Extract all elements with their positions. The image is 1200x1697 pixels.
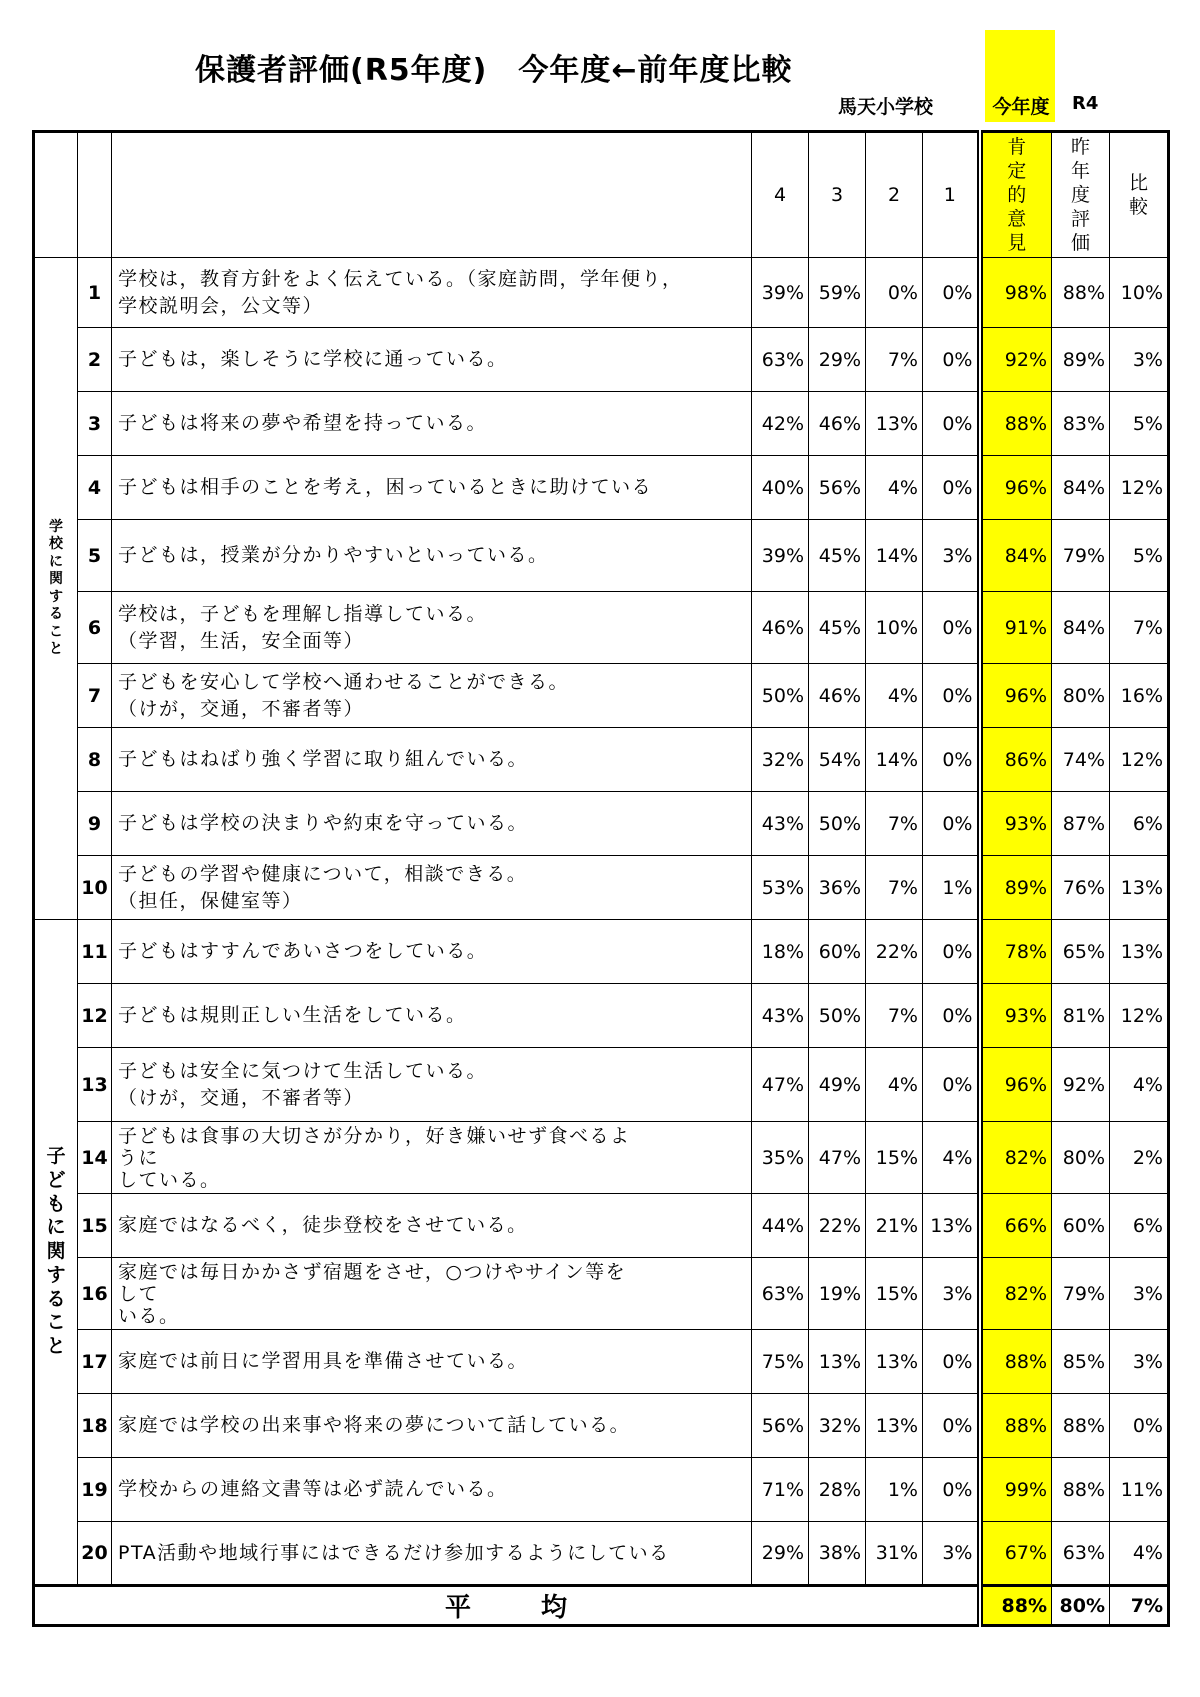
question-line: 家庭ではなるべく，徒歩登校をさせている。 [118, 1214, 528, 1236]
average-prev: 80% [1052, 1586, 1110, 1626]
score-v1: 0% [923, 1458, 980, 1522]
question-number: 17 [78, 1330, 112, 1394]
prev-rate: 76% [1052, 856, 1110, 920]
positive-rate: 88% [980, 392, 1052, 456]
positive-rate: 91% [980, 592, 1052, 664]
compare-rate: 12% [1110, 728, 1169, 792]
question-line: 子どもを安心して学校へ通わせることができる。 [118, 670, 570, 693]
compare-rate: 10% [1110, 258, 1169, 328]
prev-rate: 65% [1052, 920, 1110, 984]
score-v2: 21% [866, 1194, 923, 1258]
question-line: 子どもは，授業が分かりやすいといっている。 [118, 544, 549, 566]
compare-rate: 3% [1110, 1330, 1169, 1394]
table-row [34, 1258, 1169, 1330]
score-v3: 36% [809, 856, 866, 920]
score-v3: 50% [809, 792, 866, 856]
header-prev: 昨年度評価 [1052, 132, 1110, 258]
question-line: して [118, 1282, 160, 1305]
prev-rate: 80% [1052, 664, 1110, 728]
question-text [112, 984, 752, 1048]
average-row [34, 1586, 1169, 1626]
question-line: 子どもは学校の決まりや約束を守っている。 [118, 812, 529, 834]
question-line: 子どもは将来の夢や希望を持っている。 [118, 412, 488, 434]
score-v3: 56% [809, 456, 866, 520]
header-score-3: 3 [809, 132, 866, 258]
score-v3: 38% [809, 1522, 866, 1586]
score-v4: 40% [752, 456, 809, 520]
question-line: 子どもは食事の大切さが分かり，好き嫌いせず食べるよ [118, 1124, 631, 1147]
prev-rate: 88% [1052, 1394, 1110, 1458]
question-number: 5 [78, 520, 112, 592]
prev-rate: 88% [1052, 1458, 1110, 1522]
score-v4: 39% [752, 520, 809, 592]
this-year-label: 今年度 [992, 96, 1050, 118]
positive-rate: 99% [980, 1458, 1052, 1522]
score-v3: 13% [809, 1330, 866, 1394]
question-text [112, 520, 752, 592]
page-title: 保護者評価(R5年度) 今年度←前年度比較 [195, 53, 793, 88]
question-line: 子どもは相手のことを考え，困っているときに助けている [118, 476, 653, 498]
score-v2: 4% [866, 664, 923, 728]
score-v3: 32% [809, 1394, 866, 1458]
question-line: 学校は，子どもを理解し指導している。 [118, 602, 488, 625]
question-line: 学校からの連絡文書等は必ず読んでいる。 [118, 1478, 508, 1500]
positive-rate: 93% [980, 984, 1052, 1048]
score-v4: 39% [752, 258, 809, 328]
compare-rate: 5% [1110, 392, 1169, 456]
compare-rate: 0% [1110, 1394, 1169, 1458]
question-text [112, 1522, 752, 1586]
question-text [112, 1458, 752, 1522]
score-v2: 22% [866, 920, 923, 984]
score-v1: 0% [923, 984, 980, 1048]
prev-rate: 92% [1052, 1048, 1110, 1122]
compare-rate: 12% [1110, 456, 1169, 520]
question-text [112, 1394, 752, 1458]
compare-rate: 11% [1110, 1458, 1169, 1522]
question-number: 15 [78, 1194, 112, 1258]
score-v4: 18% [752, 920, 809, 984]
question-line: 子どもは規則正しい生活をしている。 [118, 1004, 467, 1026]
score-v4: 47% [752, 1048, 809, 1122]
compare-rate: 13% [1110, 920, 1169, 984]
positive-rate: 96% [980, 664, 1052, 728]
positive-rate: 82% [980, 1122, 1052, 1194]
positive-rate: 88% [980, 1330, 1052, 1394]
compare-rate: 4% [1110, 1048, 1169, 1122]
score-v3: 47% [809, 1122, 866, 1194]
score-v4: 63% [752, 1258, 809, 1330]
positive-rate: 82% [980, 1258, 1052, 1330]
compare-rate: 3% [1110, 1258, 1169, 1330]
table-row [34, 920, 1169, 984]
score-v1: 13% [923, 1194, 980, 1258]
table-row [34, 1394, 1169, 1458]
question-line: 家庭では学校の出来事や将来の夢について話している。 [118, 1414, 631, 1436]
score-v4: 43% [752, 792, 809, 856]
score-v1: 0% [923, 328, 980, 392]
question-text [112, 1194, 752, 1258]
table-row [34, 258, 1169, 328]
prev-rate: 81% [1052, 984, 1110, 1048]
score-v3: 45% [809, 592, 866, 664]
score-v3: 45% [809, 520, 866, 592]
score-v3: 46% [809, 664, 866, 728]
question-text [112, 728, 752, 792]
question-text [112, 1048, 752, 1122]
header-blank-question [112, 132, 752, 258]
prev-rate: 88% [1052, 258, 1110, 328]
compare-rate: 7% [1110, 592, 1169, 664]
score-v2: 1% [866, 1458, 923, 1522]
score-v2: 14% [866, 520, 923, 592]
question-number: 8 [78, 728, 112, 792]
score-v3: 49% [809, 1048, 866, 1122]
question-number: 1 [78, 258, 112, 328]
compare-rate: 6% [1110, 1194, 1169, 1258]
positive-rate: 66% [980, 1194, 1052, 1258]
question-line: 学校説明会，公文等） [118, 294, 324, 317]
question-number: 9 [78, 792, 112, 856]
score-v2: 7% [866, 984, 923, 1048]
score-v1: 3% [923, 1258, 980, 1330]
positive-rate: 93% [980, 792, 1052, 856]
table-row [34, 592, 1169, 664]
category-school: 学校に関すること [34, 258, 78, 920]
score-v4: 42% [752, 392, 809, 456]
average-compare: 7% [1110, 1586, 1169, 1626]
prev-rate: 60% [1052, 1194, 1110, 1258]
question-text [112, 258, 752, 328]
table-row [34, 856, 1169, 920]
prev-rate: 80% [1052, 1122, 1110, 1194]
compare-rate: 12% [1110, 984, 1169, 1048]
score-v3: 50% [809, 984, 866, 1048]
score-v1: 0% [923, 1330, 980, 1394]
prev-rate: 74% [1052, 728, 1110, 792]
score-v2: 4% [866, 1048, 923, 1122]
question-text [112, 664, 752, 728]
positive-rate: 78% [980, 920, 1052, 984]
header-blank [34, 132, 78, 258]
question-number: 19 [78, 1458, 112, 1522]
prev-rate: 89% [1052, 328, 1110, 392]
question-line: 子どもの学習や健康について，相談できる。 [118, 862, 528, 885]
score-v1: 0% [923, 392, 980, 456]
header-score-4: 4 [752, 132, 809, 258]
score-v2: 7% [866, 792, 923, 856]
question-line: 家庭では前日に学習用具を準備させている。 [118, 1350, 529, 1372]
table-row [34, 456, 1169, 520]
table-row [34, 1458, 1169, 1522]
average-label: 平 均 [34, 1586, 980, 1626]
score-v3: 46% [809, 392, 866, 456]
question-text [112, 1330, 752, 1394]
question-line: 子どもは安全に気つけて生活している。 [118, 1059, 488, 1082]
prev-rate: 84% [1052, 456, 1110, 520]
table-row [34, 520, 1169, 592]
header-row [34, 132, 1169, 258]
question-line: （けが，交通，不審者等） [118, 697, 365, 720]
question-line: （学習，生活，安全面等） [118, 629, 365, 652]
score-v2: 10% [866, 592, 923, 664]
category-child: 子どもに関すること [34, 920, 78, 1586]
score-v1: 1% [923, 856, 980, 920]
score-v1: 0% [923, 664, 980, 728]
average-positive: 88% [980, 1586, 1052, 1626]
question-text [112, 1258, 752, 1330]
score-v1: 0% [923, 1394, 980, 1458]
compare-rate: 3% [1110, 328, 1169, 392]
score-v3: 59% [809, 258, 866, 328]
prev-rate: 83% [1052, 392, 1110, 456]
score-v2: 7% [866, 328, 923, 392]
table-row [34, 1330, 1169, 1394]
question-number: 6 [78, 592, 112, 664]
score-v1: 0% [923, 1048, 980, 1122]
compare-rate: 6% [1110, 792, 1169, 856]
question-text [112, 792, 752, 856]
question-text [112, 1122, 752, 1194]
score-v3: 19% [809, 1258, 866, 1330]
question-line: している。 [118, 1168, 221, 1191]
positive-rate: 96% [980, 1048, 1052, 1122]
score-v4: 56% [752, 1394, 809, 1458]
question-line: 家庭では毎日かかさず宿題をさせ，○つけやサイン等を [118, 1260, 627, 1283]
score-v4: 50% [752, 664, 809, 728]
prev-rate: 79% [1052, 1258, 1110, 1330]
score-v4: 71% [752, 1458, 809, 1522]
score-v1: 0% [923, 592, 980, 664]
header-positive: 肯定的意見 [980, 132, 1052, 258]
compare-rate: 4% [1110, 1522, 1169, 1586]
question-text [112, 328, 752, 392]
score-v4: 29% [752, 1522, 809, 1586]
positive-rate: 67% [980, 1522, 1052, 1586]
question-line: いる。 [118, 1304, 180, 1327]
question-line: 子どもはねばり強く学習に取り組んでいる。 [118, 748, 529, 770]
question-line: （担任，保健室等） [118, 889, 303, 912]
positive-rate: 84% [980, 520, 1052, 592]
question-line: うに [118, 1146, 160, 1169]
score-v1: 0% [923, 920, 980, 984]
score-v2: 13% [866, 392, 923, 456]
score-v2: 14% [866, 728, 923, 792]
question-number: 2 [78, 328, 112, 392]
score-v2: 13% [866, 1394, 923, 1458]
question-number: 4 [78, 456, 112, 520]
score-v2: 15% [866, 1122, 923, 1194]
score-v2: 7% [866, 856, 923, 920]
header-score-1: 1 [923, 132, 980, 258]
positive-rate: 89% [980, 856, 1052, 920]
evaluation-table [32, 130, 1170, 1627]
question-number: 11 [78, 920, 112, 984]
score-v2: 31% [866, 1522, 923, 1586]
score-v2: 4% [866, 456, 923, 520]
score-v4: 32% [752, 728, 809, 792]
table-row [34, 1522, 1169, 1586]
positive-rate: 88% [980, 1394, 1052, 1458]
question-text [112, 920, 752, 984]
question-number: 10 [78, 856, 112, 920]
score-v4: 35% [752, 1122, 809, 1194]
question-line: PTA活動や地域行事にはできるだけ参加するようにしている [118, 1541, 670, 1564]
score-v3: 28% [809, 1458, 866, 1522]
question-text [112, 592, 752, 664]
score-v1: 0% [923, 258, 980, 328]
question-number: 7 [78, 664, 112, 728]
school-name: 馬天小学校 [838, 96, 934, 118]
table-row [34, 728, 1169, 792]
compare-rate: 2% [1110, 1122, 1169, 1194]
question-line: （けが，交通，不審者等） [118, 1086, 365, 1109]
score-v2: 13% [866, 1330, 923, 1394]
question-number: 13 [78, 1048, 112, 1122]
score-v1: 0% [923, 728, 980, 792]
prev-year-label: R4 [1072, 93, 1099, 114]
question-number: 20 [78, 1522, 112, 1586]
score-v3: 54% [809, 728, 866, 792]
header-score-2: 2 [866, 132, 923, 258]
question-number: 14 [78, 1122, 112, 1194]
table-row [34, 1048, 1169, 1122]
question-text [112, 456, 752, 520]
score-v1: 3% [923, 1522, 980, 1586]
score-v4: 44% [752, 1194, 809, 1258]
score-v2: 0% [866, 258, 923, 328]
table-row [34, 1194, 1169, 1258]
score-v4: 75% [752, 1330, 809, 1394]
question-line: 学校は，教育方針をよく伝えている。（家庭訪問，学年便り， [118, 267, 683, 290]
score-v4: 43% [752, 984, 809, 1048]
score-v3: 60% [809, 920, 866, 984]
score-v4: 63% [752, 328, 809, 392]
table-row [34, 328, 1169, 392]
table-row [34, 984, 1169, 1048]
question-line: 子どもは，楽しそうに学校に通っている。 [118, 348, 508, 370]
table-row [34, 1122, 1169, 1194]
prev-rate: 87% [1052, 792, 1110, 856]
header-compare: 比較 [1110, 132, 1169, 258]
compare-rate: 13% [1110, 856, 1169, 920]
score-v1: 3% [923, 520, 980, 592]
prev-rate: 63% [1052, 1522, 1110, 1586]
score-v4: 46% [752, 592, 809, 664]
prev-rate: 84% [1052, 592, 1110, 664]
positive-rate: 98% [980, 258, 1052, 328]
score-v2: 15% [866, 1258, 923, 1330]
question-number: 16 [78, 1258, 112, 1330]
question-number: 12 [78, 984, 112, 1048]
score-v1: 4% [923, 1122, 980, 1194]
table-row [34, 664, 1169, 728]
positive-rate: 96% [980, 456, 1052, 520]
compare-rate: 16% [1110, 664, 1169, 728]
table-row [34, 392, 1169, 456]
score-v1: 0% [923, 792, 980, 856]
positive-rate: 92% [980, 328, 1052, 392]
prev-rate: 85% [1052, 1330, 1110, 1394]
table-row [34, 792, 1169, 856]
question-text [112, 856, 752, 920]
score-v1: 0% [923, 456, 980, 520]
score-v3: 22% [809, 1194, 866, 1258]
score-v3: 29% [809, 328, 866, 392]
positive-rate: 86% [980, 728, 1052, 792]
question-number: 3 [78, 392, 112, 456]
header-blank-no [78, 132, 112, 258]
question-text [112, 392, 752, 456]
compare-rate: 5% [1110, 520, 1169, 592]
score-v4: 53% [752, 856, 809, 920]
prev-rate: 79% [1052, 520, 1110, 592]
question-number: 18 [78, 1394, 112, 1458]
question-line: 子どもはすすんであいさつをしている。 [118, 940, 488, 962]
